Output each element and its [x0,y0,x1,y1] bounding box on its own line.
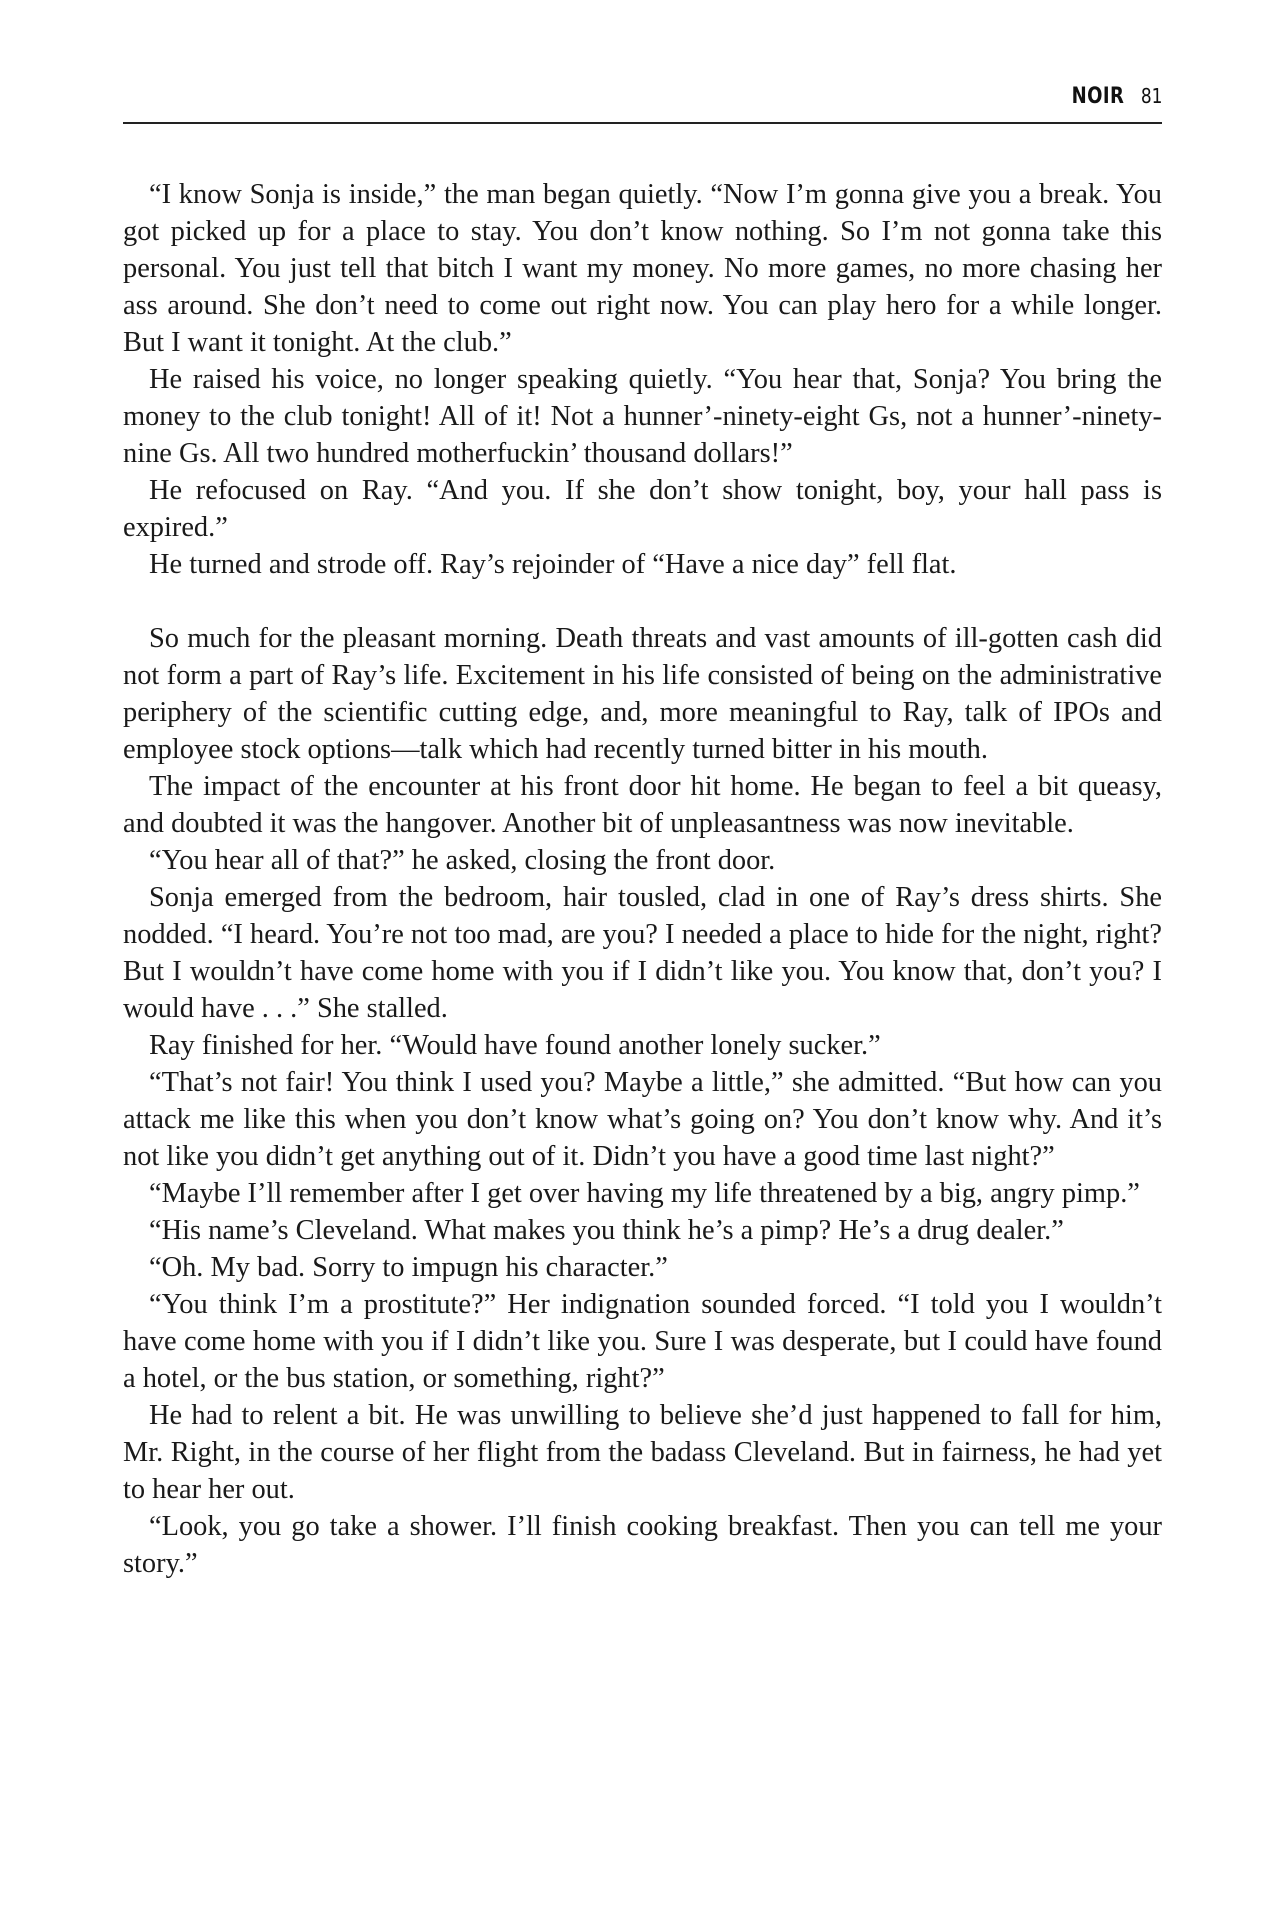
running-head-content [1060,84,1162,109]
paragraph: “His name’s Cleveland. What makes you think he’s a pimp? He’s a drug dealer.” [149,1215,1064,1246]
paragraph: Ray finished for her. “Would have found another lonely sucker.” [149,1030,881,1061]
body-text [123,176,1162,1582]
paragraph: “Oh. My bad. Sorry to impugn his character.” [149,1252,668,1283]
paragraph: He refocused on Ray. “And you. If she don’t show tonight, boy, your hall pass is expired.” [123,475,1162,543]
running-head [123,84,1162,124]
paragraph: The impact of the encounter at his front door hit home. He began to feel a bit queasy, and doubted it was the hangover. Another bit of unpleasantness was now inevitable. [123,771,1162,839]
paragraph: He had to relent a bit. He was unwilling to believe she’d just happened to fall for him, Mr. Right, in the course of her flight from the badass Cleveland. But in fairness, he had yet to hear her out. [123,1400,1162,1505]
paragraph: So much for the pleasant morning. Death threats and vast amounts of ill-gotten cash did not form a part of Ray’s life. Excitement in his life consisted of being on the administrative periphery of the scientific cutting edge, and, more meaningful to Ray, talk of IPOs and employee stock options—talk which had recently turned bitter in his mouth. [123,623,1162,765]
paragraph: “Maybe I’ll remember after I get over having my life threatened by a big, angry pimp.” [149,1178,1140,1209]
paragraph: He turned and strode off. Ray’s rejoinder of “Have a nice day” fell flat. [149,549,957,580]
book-section-title: NOIR [1071,84,1125,109]
paragraph: “You think I’m a prostitute?” Her indignation sounded forced. “I told you I wouldn’t have come home with you if I didn’t like you. Sure I was desperate, but I could have found a hotel, or the bus station, or something, right?” [123,1289,1162,1394]
paragraph: “I know Sonja is inside,” the man began quietly. “Now I’m gonna give you a break. You got picked up for a place to stay. You don’t know nothing. So I’m not gonna take this personal. You just tell that bitch I want my money. No more games, no more chasing her ass around. She don’t need to come out right now. You can play hero for a while longer. But I want it tonight. At the club.” [123,179,1162,358]
page-number: 81 [1140,84,1162,108]
paragraph: He raised his voice, no longer speaking quietly. “You hear that, Sonja? You bring the money to the club tonight! All of it! Not a hunner’-ninety-eight Gs, not a hunner’-ninety-nine Gs. All two hundred motherfuckin’ thousand dollars!” [123,364,1162,469]
paragraph: “Look, you go take a shower. I’ll finish cooking breakfast. Then you can tell me your story.” [123,1511,1162,1579]
paragraph: “You hear all of that?” he asked, closing the front door. [149,845,776,876]
paragraph: Sonja emerged from the bedroom, hair tousled, clad in one of Ray’s dress shirts. She nodded. “I heard. You’re not too mad, are you? I needed a place to hide for the night, right? But I wouldn’t have come home with you if I didn’t like you. You know that, don’t you? I would have . . .” She stalled. [123,882,1162,1024]
paragraph: “That’s not fair! You think I used you? Maybe a little,” she admitted. “But how can you attack me like this when you don’t know what’s going on? You don’t know why. And it’s not like you didn’t get anything out of it. Didn’t you have a good time last night?” [123,1067,1162,1172]
